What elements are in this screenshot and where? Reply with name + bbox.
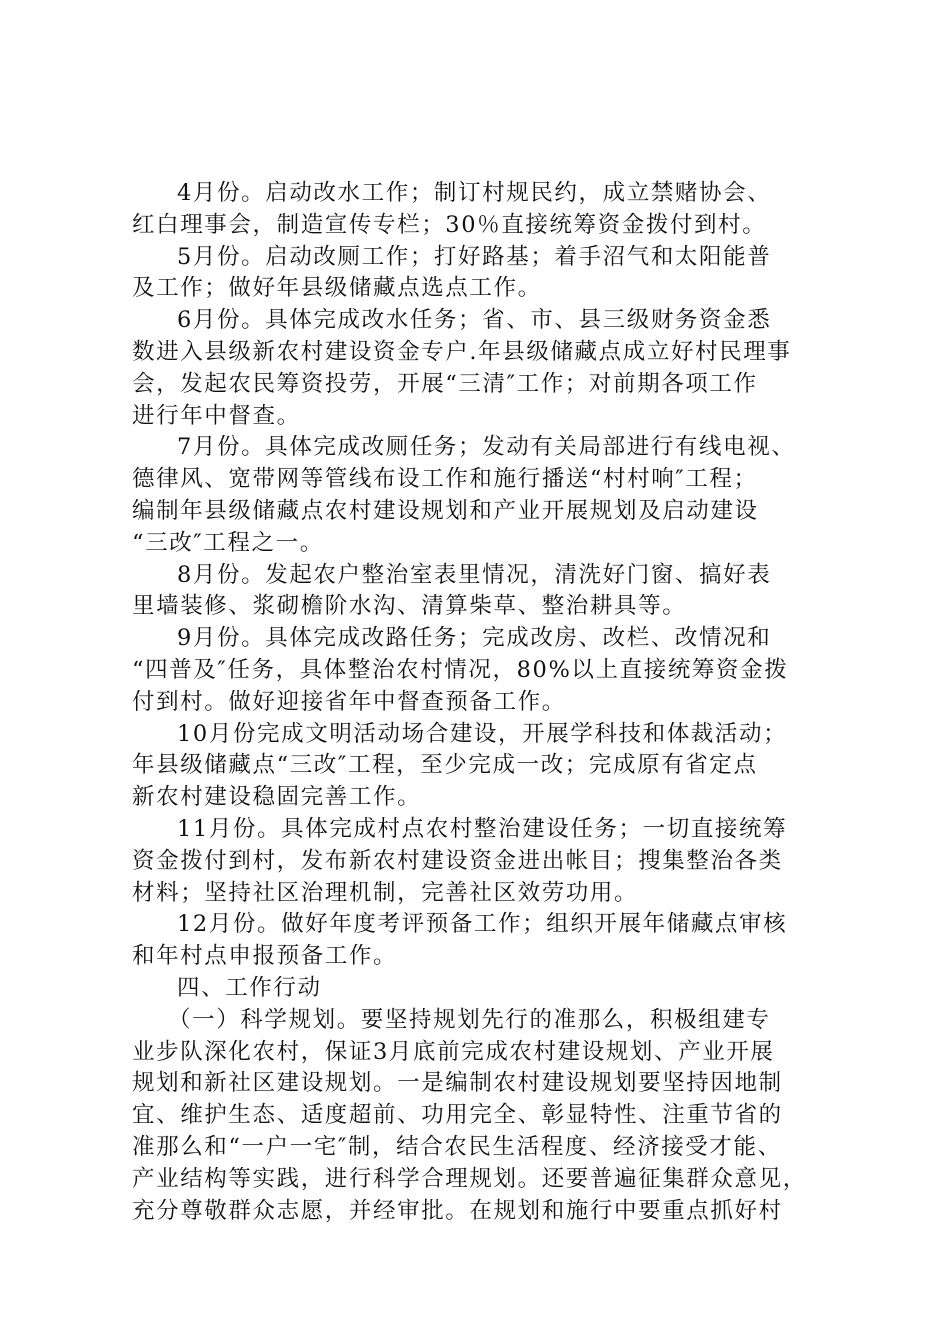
- text-line: 10月份完成文明活动场合建设，开展学科技和体裁活动；: [177, 720, 788, 747]
- section-heading-work-actions: [132, 973, 832, 1005]
- text-line: 5月份。启动改厕工作；打好路基；着手沼气和太阳能普: [177, 243, 772, 270]
- text-line: 及工作；做好年县级储藏点选点工作。: [132, 275, 542, 302]
- paragraph-june: [132, 305, 832, 432]
- heading-line: 四、工作行动: [177, 974, 322, 1001]
- text-line: 准那么和“一户一宅″制，结合农民生活程度、经济接受才能、: [132, 1133, 782, 1160]
- paragraph-april: [132, 178, 832, 242]
- text-line: 德律风、宽带网等管线布设工作和施行播送“村村响″工程；: [132, 466, 758, 493]
- text-line: 规划和新社区建设规划。一是编制农村建设规划要坚持因地制: [132, 1070, 783, 1097]
- paragraph-november: [132, 814, 832, 909]
- text-line: 业步队深化农村，保证3月底前完成农村建设规划、产业开展: [132, 1038, 775, 1065]
- text-line: 编制年县级储藏点农村建设规划和产业开展规划及启动建设: [132, 497, 759, 524]
- text-line: 产业结构等实践，进行科学合理规划。还要普遍征集群众意见，: [132, 1165, 807, 1192]
- paragraph-september: [132, 623, 832, 718]
- paragraph-august: [132, 560, 832, 624]
- text-line: 11月份。具体完成村点农村整治建设任务；一切直接统筹: [177, 815, 788, 842]
- text-line: “三改″工程之一。: [132, 529, 324, 556]
- text-line: 付到村。做好迎接省年中督查预备工作。: [132, 688, 566, 715]
- paragraph-july: [132, 432, 832, 559]
- text-line: 红白理事会，制造宣传专栏；30％直接统筹资金拨付到村。: [132, 211, 767, 238]
- text-line: 6月份。具体完成改水任务；省、市、县三级财务资金悉: [177, 307, 772, 334]
- text-line: “四普及″任务，具体整治农村情况，80%以上直接统筹资金拨: [132, 656, 789, 683]
- text-line: 宜、维护生态、适度超前、功用完全、彰显特性、注重节省的: [132, 1102, 783, 1129]
- text-line: 材料；坚持社区治理机制，完善社区效劳功用。: [132, 879, 639, 906]
- text-line: 会，发起农民筹资投劳，开展“三清″工作；对前期各项工作: [132, 370, 758, 397]
- text-line: 9月份。具体完成改路任务；完成改房、改栏、改情况和: [177, 625, 772, 652]
- text-line: 4月份。启动改水工作；制订村规民约，成立禁赌协会、: [177, 180, 772, 206]
- text-line: 里墙装修、浆砌檐阶水沟、清算柴草、整治耕具等。: [132, 593, 687, 620]
- text-line: 充分尊敬群众志愿，并经审批。在规划和施行中要重点抓好村: [132, 1197, 783, 1224]
- text-line: （一）科学规划。要坚持规划先行的准那么，积极组建专: [168, 1006, 771, 1033]
- paragraph-december: [132, 909, 832, 973]
- text-line: 12月份。做好年度考评预备工作；组织开展年储藏点审核: [177, 911, 788, 938]
- text-line: 和年村点申报预备工作。: [132, 943, 398, 970]
- document-body: [132, 178, 832, 1227]
- text-line: 7月份。具体完成改厕任务；发动有关局部进行有线电视、: [177, 434, 796, 461]
- text-line: 数进入县级新农村建设资金专户.年县级储藏点成立好村民理事: [132, 338, 792, 365]
- paragraph-may: [132, 242, 832, 306]
- paragraph-october: [132, 719, 832, 814]
- text-line: 8月份。发起农户整治室表里情况，清洗好门窗、搞好表: [177, 561, 772, 588]
- text-line: 资金拨付到村，发布新农村建设资金进出帐目；搜集整治各类: [132, 847, 783, 874]
- text-line: 进行年中督查。: [132, 402, 301, 429]
- text-line: 年县级储藏点“三改″工程，至少完成一改；完成原有省定点: [132, 752, 758, 779]
- text-line: 新农村建设稳固完善工作。: [132, 784, 422, 811]
- paragraph-scientific-planning: [132, 1005, 832, 1228]
